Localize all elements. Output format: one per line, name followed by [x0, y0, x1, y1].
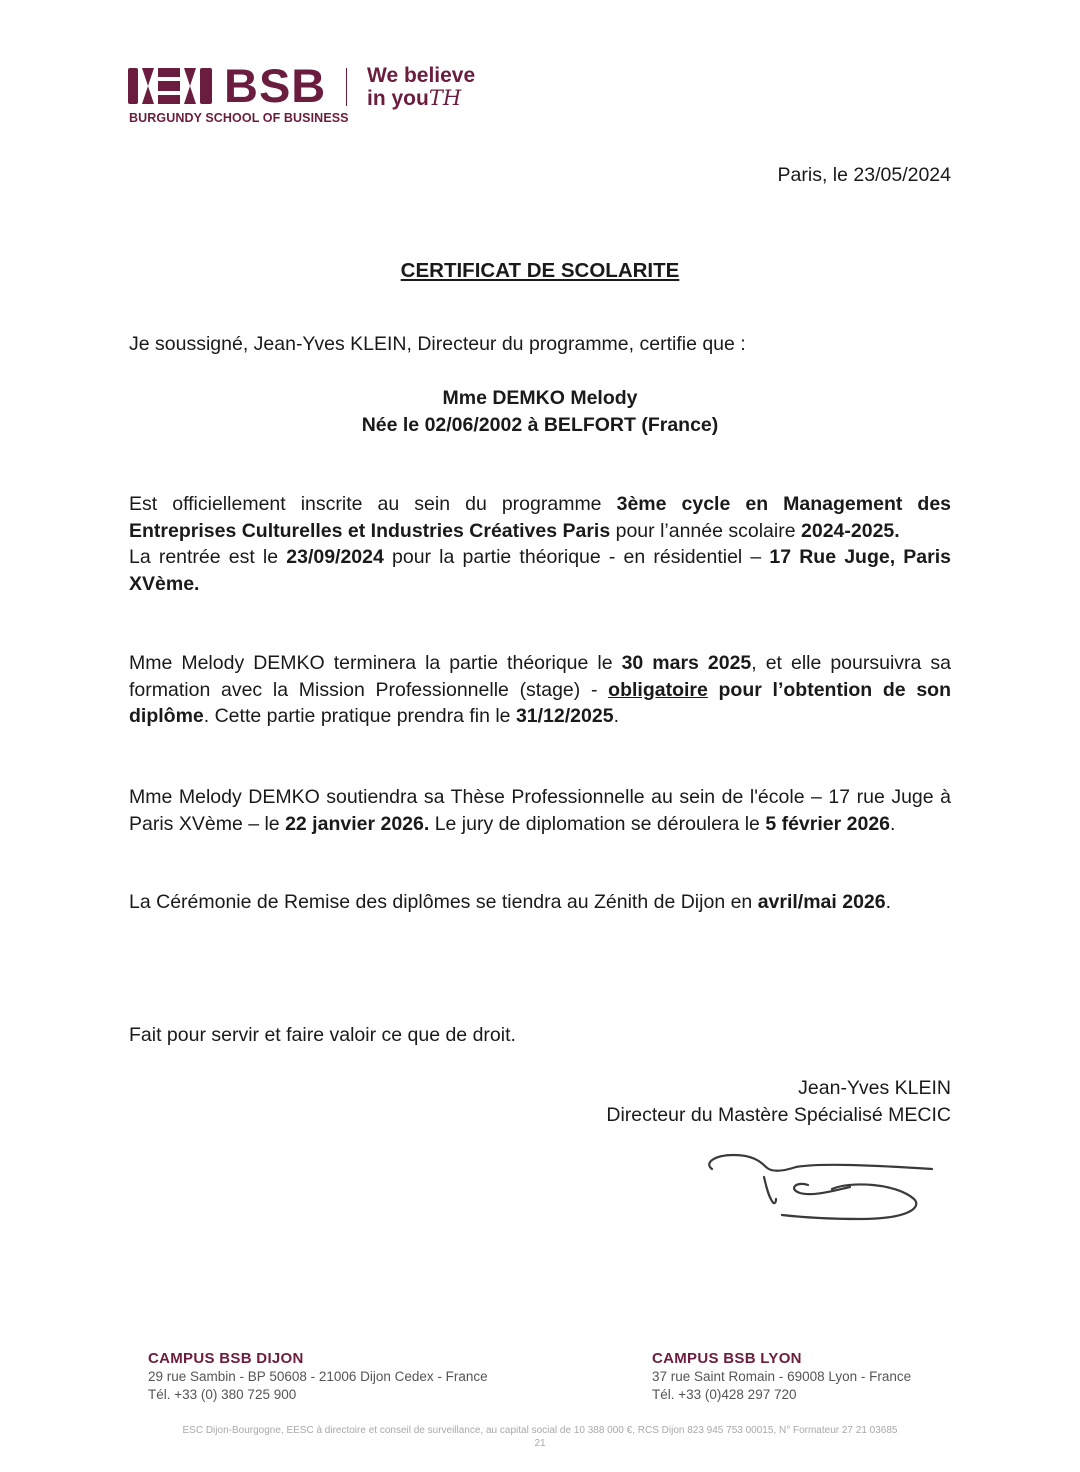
- text: Mme Melody DEMKO soutiendra sa Thèse Professionnelle au sein de l'école – 17 rue Juge à Paris XVème – le: [129, 786, 951, 835]
- student-birth: Née le 02/06/2002 à BELFORT (France): [361, 413, 719, 436]
- closing-line: Fait pour servir et faire valoir ce que de droit.: [129, 1024, 516, 1046]
- signatory-block: [129, 1075, 951, 1128]
- enrollment-paragraph: [129, 491, 951, 597]
- text: Le jury de diplomation se déroulera le: [429, 812, 766, 835]
- student-block: [129, 385, 951, 438]
- legal-notice: [0, 1424, 1080, 1450]
- text: pour l’année scolaire: [610, 519, 801, 542]
- theory-end-date: 30 mars 2025: [621, 652, 752, 674]
- slogan-part-b: TH: [428, 86, 462, 110]
- legal-text: ESC Dijon-Bourgogne, EESC à directoire et conseil de surveillance, au capital social de 10 388 000 €, RCS Dijon 823 945 753 00015, N° Formateur 27 21 03685: [182, 1425, 898, 1436]
- bsb-logo: [128, 59, 508, 126]
- diploma-text: pour l’obtention de son diplôme: [129, 678, 952, 727]
- text: Est officiellement inscrite au sein du programme: [129, 493, 617, 515]
- slogan: [367, 65, 475, 110]
- handwritten-signature: [700, 1145, 940, 1235]
- jury-date: 5 février 2026: [765, 812, 891, 835]
- slogan-line-2: [367, 87, 475, 110]
- document-title: CERTIFICAT DE SCOLARITE: [400, 259, 680, 282]
- signatory-role: Directeur du Mastère Spécialisé MECIC: [606, 1103, 951, 1126]
- text: .: [613, 705, 619, 727]
- program-name: 3ème cycle en Management des Entreprises Culturelles et Industries Créatives Paris: [129, 493, 952, 542]
- logo-divider: [346, 68, 347, 106]
- text: La Cérémonie de Remise des diplômes se tiendra au Zénith de Dijon en: [129, 891, 758, 913]
- start-date: 23/09/2024: [286, 546, 384, 568]
- thesis-paragraph: [129, 784, 951, 837]
- campus-title: CAMPUS BSB DIJON: [148, 1350, 304, 1367]
- intro-paragraph: Je soussigné, Jean-Yves KLEIN, Directeur du programme, certifie que :: [129, 333, 746, 355]
- campus-address: 29 rue Sambin - BP 50608 - 21006 Dijon Cedex - France: [148, 1369, 488, 1384]
- text: . Cette partie pratique prendra fin le: [203, 705, 516, 727]
- school-year: 2024-2025.: [801, 519, 900, 542]
- slogan-line-1: We believe: [367, 64, 476, 87]
- slogan-part-a: in you: [367, 87, 429, 110]
- date-line: Paris, le 23/05/2024: [777, 164, 951, 186]
- signatory-name: Jean-Yves KLEIN: [798, 1077, 951, 1099]
- text: Mme Melody DEMKO terminera la partie théorique le: [129, 652, 622, 674]
- school-name: BURGUNDY SCHOOL OF BUSINESS: [129, 111, 349, 125]
- text: La rentrée est le: [129, 546, 287, 568]
- bsb-monogram-icon: [128, 68, 214, 104]
- text: , et elle poursuivra sa formation avec la Mission Professionnelle (stage) -: [129, 652, 951, 701]
- text: .: [885, 891, 892, 913]
- location: 17 Rue Juge, Paris XVème.: [129, 546, 951, 595]
- footer-campus-dijon: [148, 1350, 488, 1404]
- text: pour la partie théorique - en résidentiel –: [383, 546, 770, 568]
- schedule-paragraph: [129, 650, 951, 730]
- campus-phone: Tél. +33 (0)428 297 720: [652, 1387, 797, 1402]
- footer-campus-lyon: [652, 1350, 911, 1404]
- text: .: [890, 812, 896, 835]
- practice-end-date: 31/12/2025: [515, 705, 614, 727]
- thesis-date: 22 janvier 2026.: [285, 812, 430, 835]
- student-name: Mme DEMKO Melody: [442, 387, 638, 409]
- logo-wordmark: BSB: [224, 59, 327, 112]
- ceremony-paragraph: [129, 889, 951, 916]
- campus-phone: Tél. +33 (0) 380 725 900: [148, 1387, 297, 1402]
- campus-address: 37 rue Saint Romain - 69008 Lyon - France: [652, 1369, 912, 1384]
- mandatory-label: obligatoire: [608, 678, 708, 701]
- ceremony-date: avril/mai 2026: [757, 891, 886, 913]
- legal-code: 21: [534, 1438, 546, 1449]
- campus-title: CAMPUS BSB LYON: [652, 1350, 802, 1367]
